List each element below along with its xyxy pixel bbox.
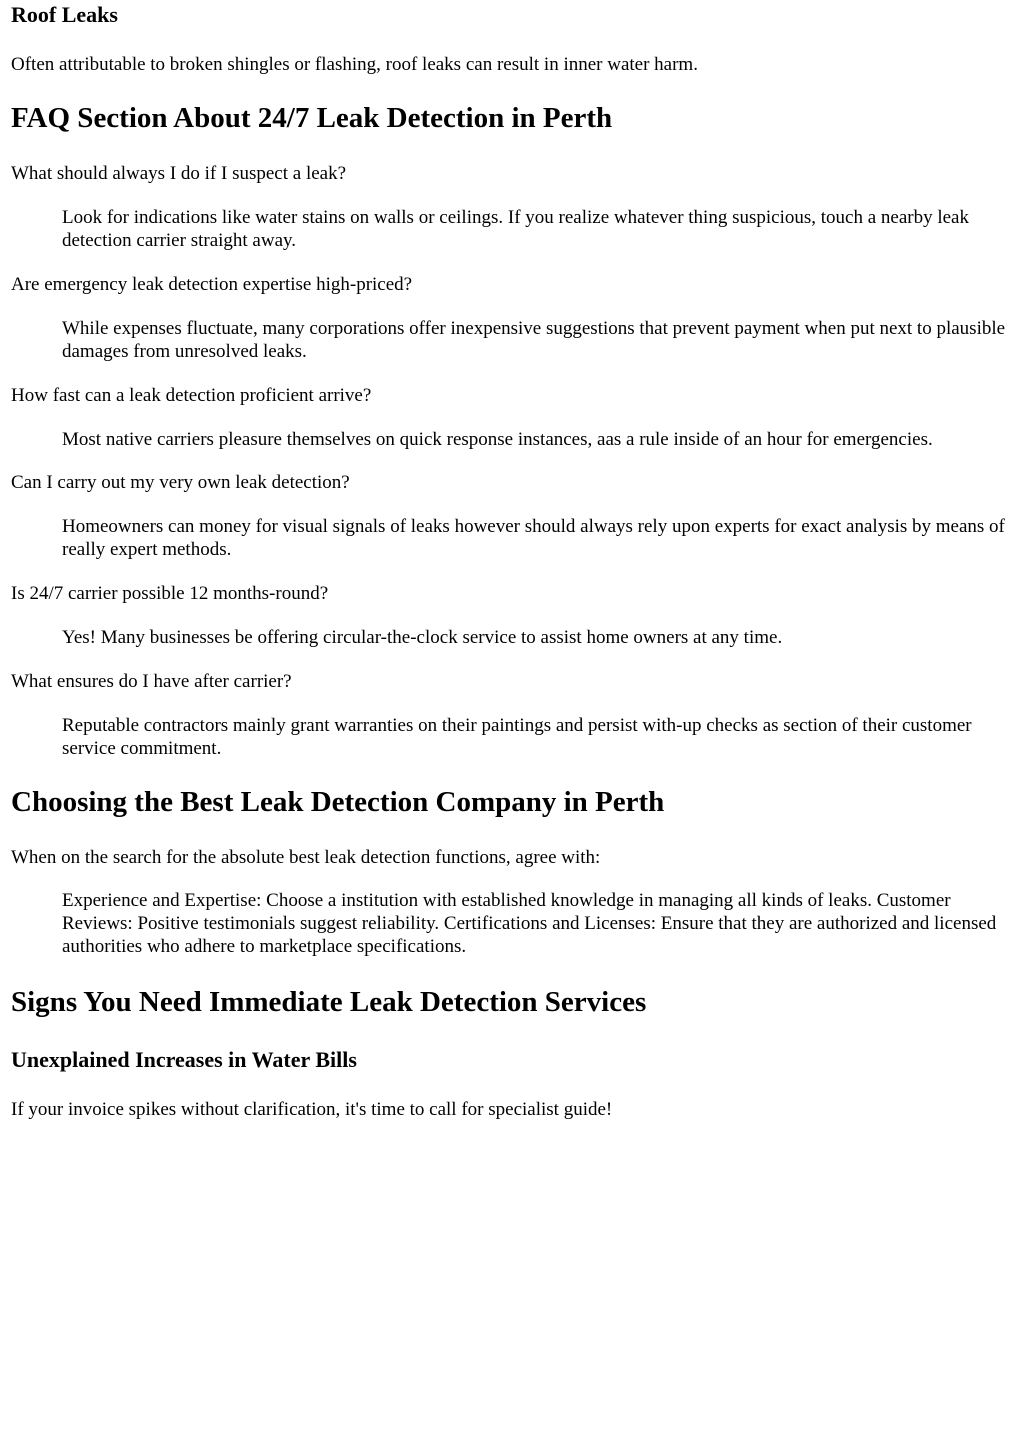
choosing-criteria-block: Experience and Expertise: Choose a institution with established knowledge in managing all kinds of leaks. Customer Reviews: Positive testimonials suggest reliability. Certifications and Licenses: Ensure that they are authorized and licensed authorities who adhere to marketplace specifications. [62,890,997,957]
faq-answer: Homeowners can money for visual signals of leaks however should always rely upon experts for exact analysis by means of really expert methods. [62,516,1005,560]
water-bills-heading: Unexplained Increases in Water Bills [11,1047,357,1072]
faq-question: Are emergency leak detection expertise high-priced? [11,274,413,295]
faq-answer: Yes! Many businesses be offering circular-the-clock service to assist home owners at any time. [62,627,783,648]
roof-leaks-paragraph: Often attributable to broken shingles or flashing, roof leaks can result in inner water harm. [11,54,698,75]
faq-question: How fast can a leak detection proficient arrive? [11,385,372,406]
signs-heading: Signs You Need Immediate Leak Detection Services [11,986,647,1018]
faq-answer: Most native carriers pleasure themselves on quick response instances, aas a rule inside of an hour for emergencies. [62,429,933,450]
faq-question: What ensures do I have after carrier? [11,671,292,692]
faq-question: Can I carry out my very own leak detection? [11,472,350,493]
faq-answer: Look for indications like water stains on walls or ceilings. If you realize whatever thing suspicious, touch a nearby leak detection carrier straight away. [62,207,969,251]
faq-answer: Reputable contractors mainly grant warranties on their paintings and persist with-up checks as section of their customer service commitment. [62,715,972,759]
faq-answer: While expenses fluctuate, many corporations offer inexpensive suggestions that prevent payment when put next to plausible damages from unresolved leaks. [62,318,1006,362]
faq-question: Is 24/7 carrier possible 12 months-round? [11,583,329,604]
faq-section-heading: FAQ Section About 24/7 Leak Detection in Perth [11,102,613,134]
choosing-company-heading: Choosing the Best Leak Detection Company in Perth [11,786,665,818]
faq-question: What should always I do if I suspect a leak? [11,163,347,184]
choosing-company-intro: When on the search for the absolute best leak detection functions, agree with: [11,847,601,868]
roof-leaks-heading: Roof Leaks [11,2,118,27]
water-bills-paragraph: If your invoice spikes without clarification, it's time to call for specialist guide! [11,1099,613,1120]
